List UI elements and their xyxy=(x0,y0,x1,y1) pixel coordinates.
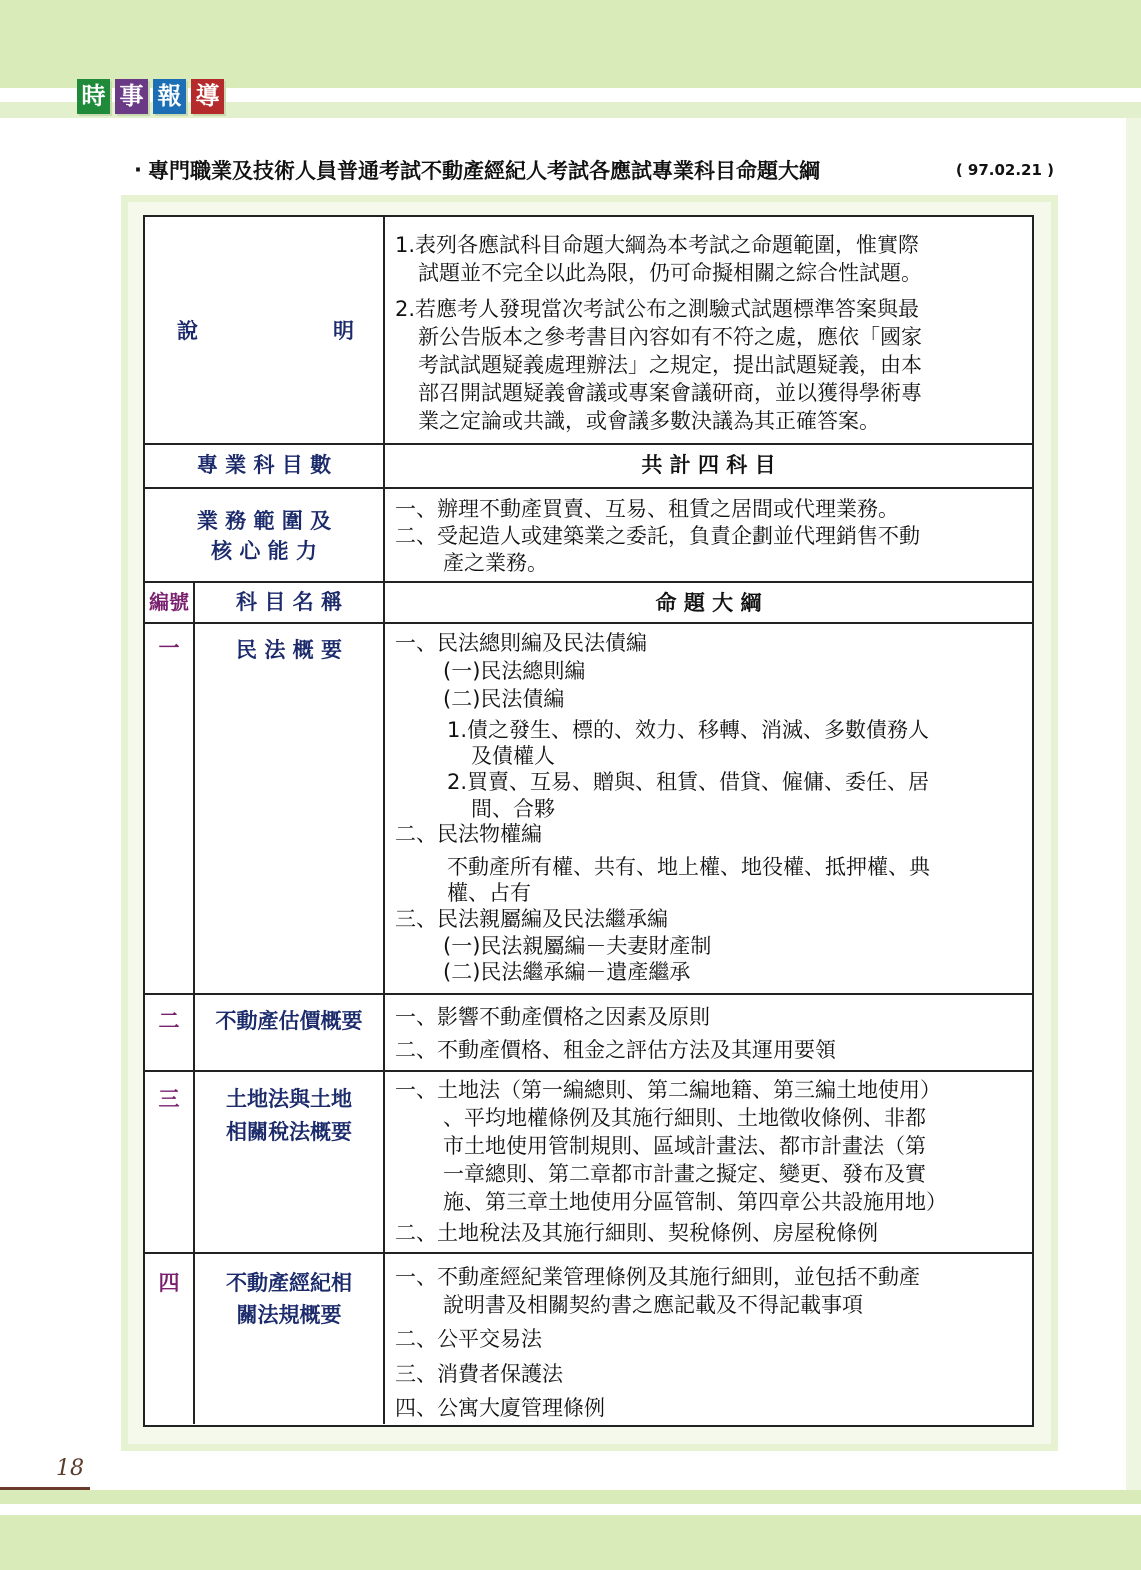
row-divider xyxy=(145,581,1032,583)
explanation-line: 2.若應考人發現當次考試公布之測驗式試題標準答案與最 xyxy=(395,297,920,321)
column-header-number: 編號 xyxy=(149,590,189,614)
section-badge: 報 xyxy=(153,79,186,114)
row-divider xyxy=(145,1252,1032,1254)
column-header-subject: 科 目 名 稱 xyxy=(236,590,342,614)
outline-line: 三、民法親屬編及民法繼承編 xyxy=(395,907,668,931)
explanation-label-right: 明 xyxy=(333,319,354,343)
section-badges xyxy=(77,79,224,114)
explanation-line: 試題並不完全以此為限，仍可命擬相關之綜合性試題。 xyxy=(418,261,922,285)
outline-line: 二、民法物權編 xyxy=(395,822,542,846)
explanation-line: 業之定論或共識，或會議多數決議為其正確答案。 xyxy=(418,409,880,433)
row-divider xyxy=(145,1070,1032,1072)
column-divider xyxy=(383,217,385,1424)
section-badge: 導 xyxy=(191,79,224,114)
outline-line: 四、公寓大廈管理條例 xyxy=(395,1396,605,1420)
page-number: 18 xyxy=(56,1456,84,1481)
outline-line: 一、影響不動產價格之因素及原則 xyxy=(395,1005,710,1029)
subject-name: 不動產經紀相 xyxy=(226,1271,352,1295)
outline-line: 及債權人 xyxy=(471,744,555,768)
outline-line: 二、土地稅法及其施行細則、契稅條例、房屋稅條例 xyxy=(395,1221,878,1245)
outline-line: 一章總則、第二章都市計畫之擬定、變更、發布及實 xyxy=(443,1162,926,1186)
outline-line: 權、占有 xyxy=(447,881,531,905)
outline-line: (一)民法總則編 xyxy=(443,659,586,683)
title-text: 專門職業及技術人員普通考試不動產經紀人考試各應試專業科目命題大綱 xyxy=(147,159,820,183)
scope-label: 業 務 範 圍 及 xyxy=(196,509,332,533)
scope-label: 核 心 能 力 xyxy=(211,539,317,563)
row-divider xyxy=(145,993,1032,995)
explanation-line: 1.表列各應試科目命題大綱為本考試之命題範圍，惟實際 xyxy=(395,233,920,257)
outline-line: 一、民法總則編及民法債編 xyxy=(395,631,647,655)
scope-line: 產之業務。 xyxy=(443,551,548,575)
explanation-line: 部召開試題疑義會議或專案會議研商，並以獲得學術專 xyxy=(418,381,922,405)
outline-line: 二、不動產價格、租金之評估方法及其運用要領 xyxy=(395,1038,836,1062)
outline-line: (二)民法債編 xyxy=(443,687,565,711)
subject-name: 不動產估價概要 xyxy=(215,1009,363,1033)
outline-line: 市土地使用管制規則、區域計畫法、都市計畫法（第 xyxy=(443,1134,926,1158)
section-badge: 時 xyxy=(77,79,110,114)
outline-line: 三、消費者保護法 xyxy=(395,1362,563,1386)
subject-number: 四 xyxy=(158,1271,180,1295)
outline-line: 間、合夥 xyxy=(471,797,555,821)
outline-line: 說明書及相關契約書之應記載及不得記載事項 xyxy=(443,1293,863,1317)
outline-line: 1.債之發生、標的、效力、移轉、消滅、多數債務人 xyxy=(447,718,930,742)
outline-line: 一、土地法（第一編總則、第二編地籍、第三編土地使用） xyxy=(395,1078,941,1102)
scope-line: 二、受起造人或建築業之委託，負責企劃並代理銷售不動 xyxy=(395,524,920,548)
column-header-outline: 命 題 大 綱 xyxy=(655,591,762,615)
column-divider xyxy=(193,581,195,1424)
bottom-decor-stripe xyxy=(0,1490,1141,1504)
syllabus-table xyxy=(143,215,1034,1427)
row-divider xyxy=(145,443,1032,445)
outline-line: 不動產所有權、共有、地上權、地役權、抵押權、典 xyxy=(447,855,930,879)
outline-line: (二)民法繼承編－遺產繼承 xyxy=(443,960,691,984)
row-divider xyxy=(145,622,1032,624)
outline-line: (一)民法親屬編－夫妻財產制 xyxy=(443,934,712,958)
outline-line: 、平均地權條例及其施行細則、土地徵收條例、非都 xyxy=(443,1106,926,1130)
subject-number: 三 xyxy=(158,1087,180,1111)
subject-count-value: 共 計 四 科 目 xyxy=(641,453,776,477)
subject-name: 相關稅法概要 xyxy=(226,1120,352,1144)
subject-name: 關法規概要 xyxy=(236,1303,342,1327)
subject-count-label: 專 業 科 目 數 xyxy=(196,453,332,477)
outline-line: 施、第三章土地使用分區管制、第四章公共設施用地） xyxy=(443,1190,947,1214)
outline-line: 2.買賣、互易、贈與、租賃、借貸、僱傭、委任、居 xyxy=(447,770,930,794)
outline-line: 一、不動產經紀業管理條例及其施行細則，並包括不動產 xyxy=(395,1265,920,1289)
section-badge: 事 xyxy=(115,79,148,114)
explanation-line: 考試試題疑義處理辦法」之規定，提出試題疑義，由本 xyxy=(418,353,922,377)
bullet-icon: · xyxy=(134,158,142,182)
row-divider xyxy=(145,487,1032,489)
explanation-line: 新公告版本之參考書目內容如有不符之處，應依「國家 xyxy=(418,325,922,349)
explanation-label-left: 說 xyxy=(177,319,198,343)
page-title xyxy=(134,155,1054,185)
subject-number: 一 xyxy=(158,636,180,660)
subject-number: 二 xyxy=(158,1009,180,1033)
subject-name: 土地法與土地 xyxy=(226,1087,352,1111)
subject-name: 民 法 概 要 xyxy=(236,638,342,662)
scope-line: 一、辦理不動產買賣、互易、租賃之居間或代理業務。 xyxy=(395,497,899,521)
top-decor-band xyxy=(0,0,1141,88)
right-edge-decor xyxy=(1126,118,1141,1498)
outline-line: 二、公平交易法 xyxy=(395,1327,542,1351)
publish-date: ( 97.02.21 ) xyxy=(955,161,1054,179)
bottom-decor-band xyxy=(0,1515,1141,1570)
